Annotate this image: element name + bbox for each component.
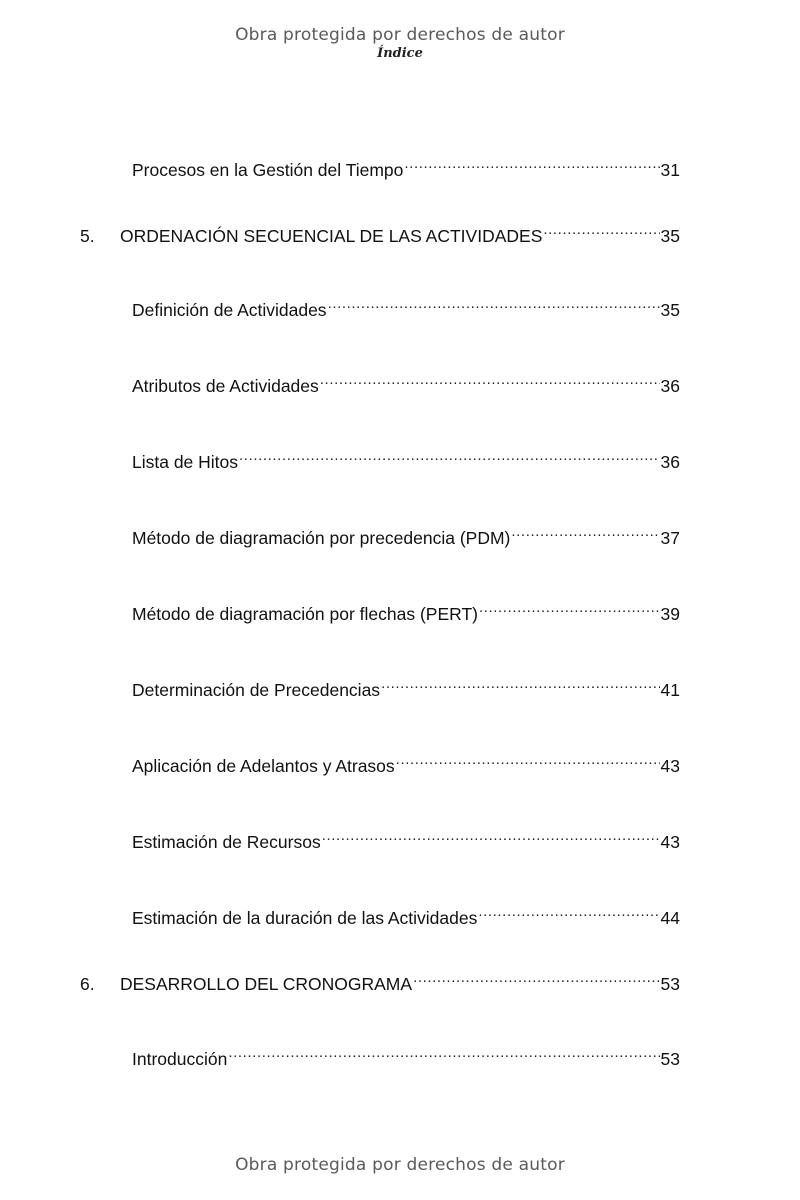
toc-entry-page: 53 (660, 974, 680, 994)
toc-entry-label: Método de diagramación por precedencia (PDM) (132, 528, 511, 548)
toc-entry[interactable] (132, 444, 680, 472)
toc-entry-label: Introducción (132, 1049, 228, 1069)
toc-dot-leader (396, 748, 660, 772)
toc-entry-label: DESARROLLO DEL CRONOGRAMA (120, 974, 413, 994)
running-head: Índice (377, 46, 423, 61)
toc-dot-leader (413, 966, 659, 990)
toc-entry-label: Aplicación de Adelantos y Atrasos (132, 756, 395, 776)
toc-entry-label: ORDENACIÓN SECUENCIAL DE LAS ACTIVIDADES (120, 226, 543, 246)
toc-entry[interactable] (132, 520, 680, 548)
toc-chapter-number: 5. (80, 226, 95, 246)
toc-chapter-number: 6. (80, 974, 95, 994)
toc-dot-leader (511, 520, 659, 544)
toc-entry[interactable] (132, 1041, 680, 1069)
toc-entry-page: 37 (660, 528, 680, 548)
toc-entry-label: Método de diagramación por flechas (PERT) (132, 604, 478, 624)
toc-dot-leader (404, 152, 659, 176)
toc-entry-label: Estimación de la duración de las Actividades (132, 908, 478, 928)
toc-entry-page: 43 (660, 756, 680, 776)
toc-chapter-entry[interactable] (80, 218, 680, 246)
toc-entry-page: 43 (660, 832, 680, 852)
toc-entry[interactable] (132, 900, 680, 928)
toc-dot-leader (381, 672, 659, 696)
toc-dot-leader (543, 218, 659, 242)
toc-dot-leader (228, 1041, 659, 1065)
toc-dot-leader (320, 368, 660, 392)
toc-entry-page: 41 (660, 680, 680, 700)
toc-entry-page: 39 (660, 604, 680, 624)
toc-entry-page: 35 (660, 300, 680, 320)
toc-entry[interactable] (132, 672, 680, 700)
toc-dot-leader (322, 824, 660, 848)
toc-entry-label: Definición de Actividades (132, 300, 327, 320)
toc-entry-page: 31 (660, 160, 680, 180)
toc-entry-page: 36 (660, 452, 680, 472)
toc-entry-label: Atributos de Actividades (132, 376, 319, 396)
toc-dot-leader (478, 900, 659, 924)
toc-entry-page: 53 (660, 1049, 680, 1069)
toc-entry-page: 44 (660, 908, 680, 928)
toc-entry[interactable] (132, 152, 680, 180)
toc-entry-label: Determinación de Precedencias (132, 680, 381, 700)
toc-entry-page: 36 (660, 376, 680, 396)
toc-entry-page: 35 (660, 226, 680, 246)
toc-entry[interactable] (132, 596, 680, 624)
toc-dot-leader (479, 596, 660, 620)
toc-entry-label: Estimación de Recursos (132, 832, 321, 852)
copyright-watermark-top: Obra protegida por derechos de autor (235, 25, 565, 45)
toc-dot-leader (239, 444, 660, 468)
toc-entry[interactable] (132, 292, 680, 320)
toc-entry[interactable] (132, 824, 680, 852)
toc-entry-label: Procesos en la Gestión del Tiempo (132, 160, 404, 180)
toc-chapter-entry[interactable] (80, 966, 680, 994)
toc-entry-label: Lista de Hitos (132, 452, 239, 472)
toc-entry[interactable] (132, 368, 680, 396)
toc-entry[interactable] (132, 748, 680, 776)
toc-dot-leader (328, 292, 660, 316)
copyright-watermark-bottom: Obra protegida por derechos de autor (235, 1155, 565, 1175)
